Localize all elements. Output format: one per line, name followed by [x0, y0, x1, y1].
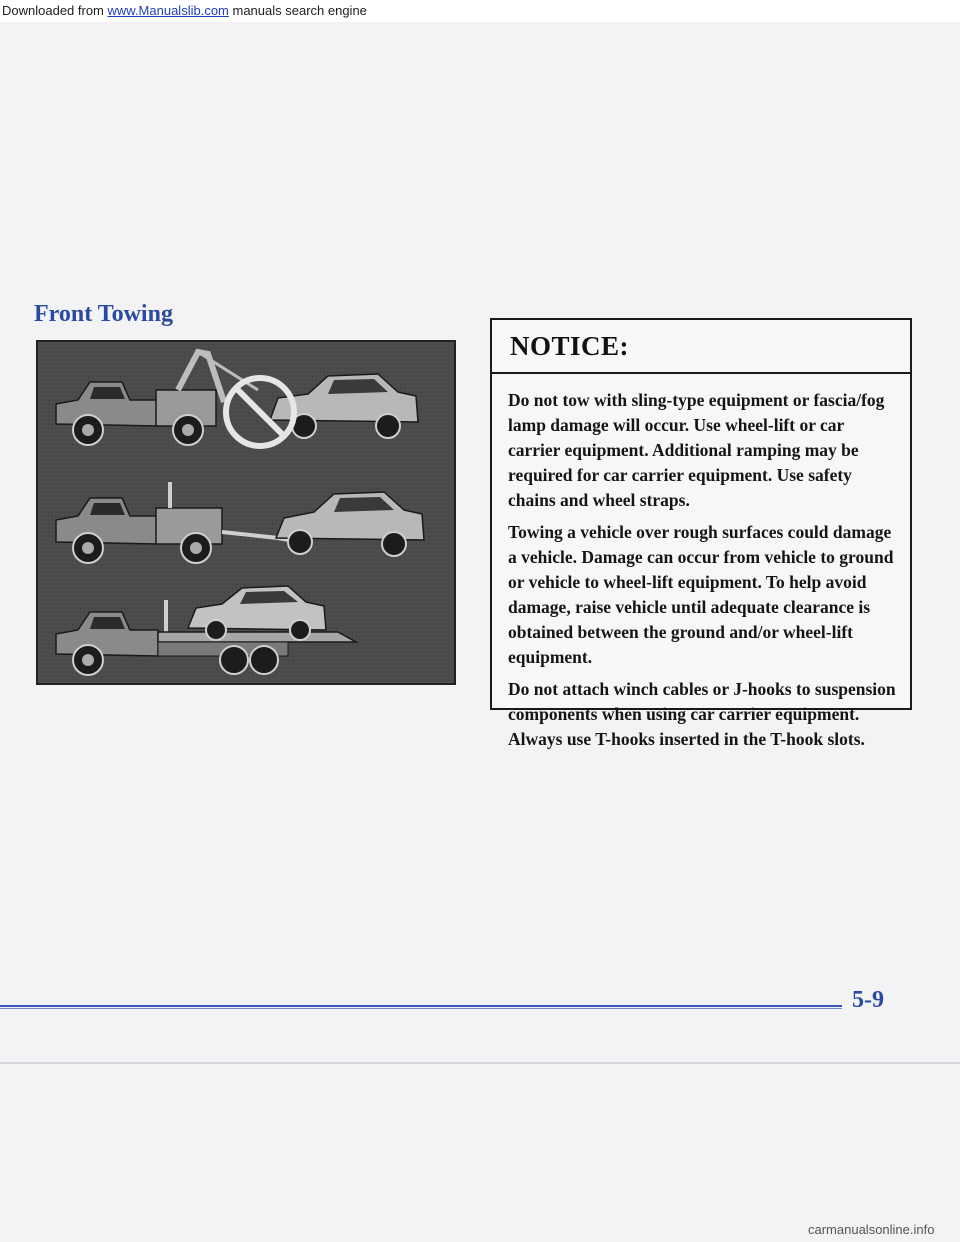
- manualslib-link[interactable]: www.Manualslib.com: [107, 3, 229, 18]
- footer-rule-thin: [0, 1008, 842, 1009]
- footer-rule: [0, 1005, 842, 1007]
- download-suffix: manuals search engine: [228, 3, 367, 18]
- towing-illustration: [36, 340, 456, 685]
- notice-title: NOTICE:: [510, 330, 630, 361]
- watermark: carmanualsonline.info: [808, 1222, 935, 1237]
- notice-paragraph: Do not attach winch cables or J-hooks to suspension components when using car carrier equipment. Always use T-hooks inserted in the T-hook slots.: [508, 679, 896, 749]
- download-header: [0, 0, 960, 22]
- section-title: Front Towing: [34, 301, 173, 327]
- notice-header: [492, 320, 910, 374]
- download-prefix: Downloaded from: [2, 3, 108, 18]
- notice-body: [492, 374, 910, 752]
- notice-paragraph: Do not tow with sling-type equipment or fascia/fog lamp damage will occur. Use wheel-lift or car carrier equipment. Additional ramping may be required for car carrier equipment. Use safety chains and wheel straps.: [508, 390, 885, 510]
- notice-box: [490, 318, 912, 749]
- page-number: 5-9: [852, 987, 884, 1013]
- notice-paragraph: Towing a vehicle over rough surfaces could damage a vehicle. Damage can occur from vehicle to ground or vehicle to wheel-lift equipment. To help avoid damage, raise vehicle until adequate clearance is obtained between the ground and/or wheel-lift equipment.: [508, 522, 894, 667]
- page-bottom-edge: [0, 1062, 960, 1064]
- towing-diagram: [38, 342, 454, 683]
- download-notice: [2, 3, 367, 18]
